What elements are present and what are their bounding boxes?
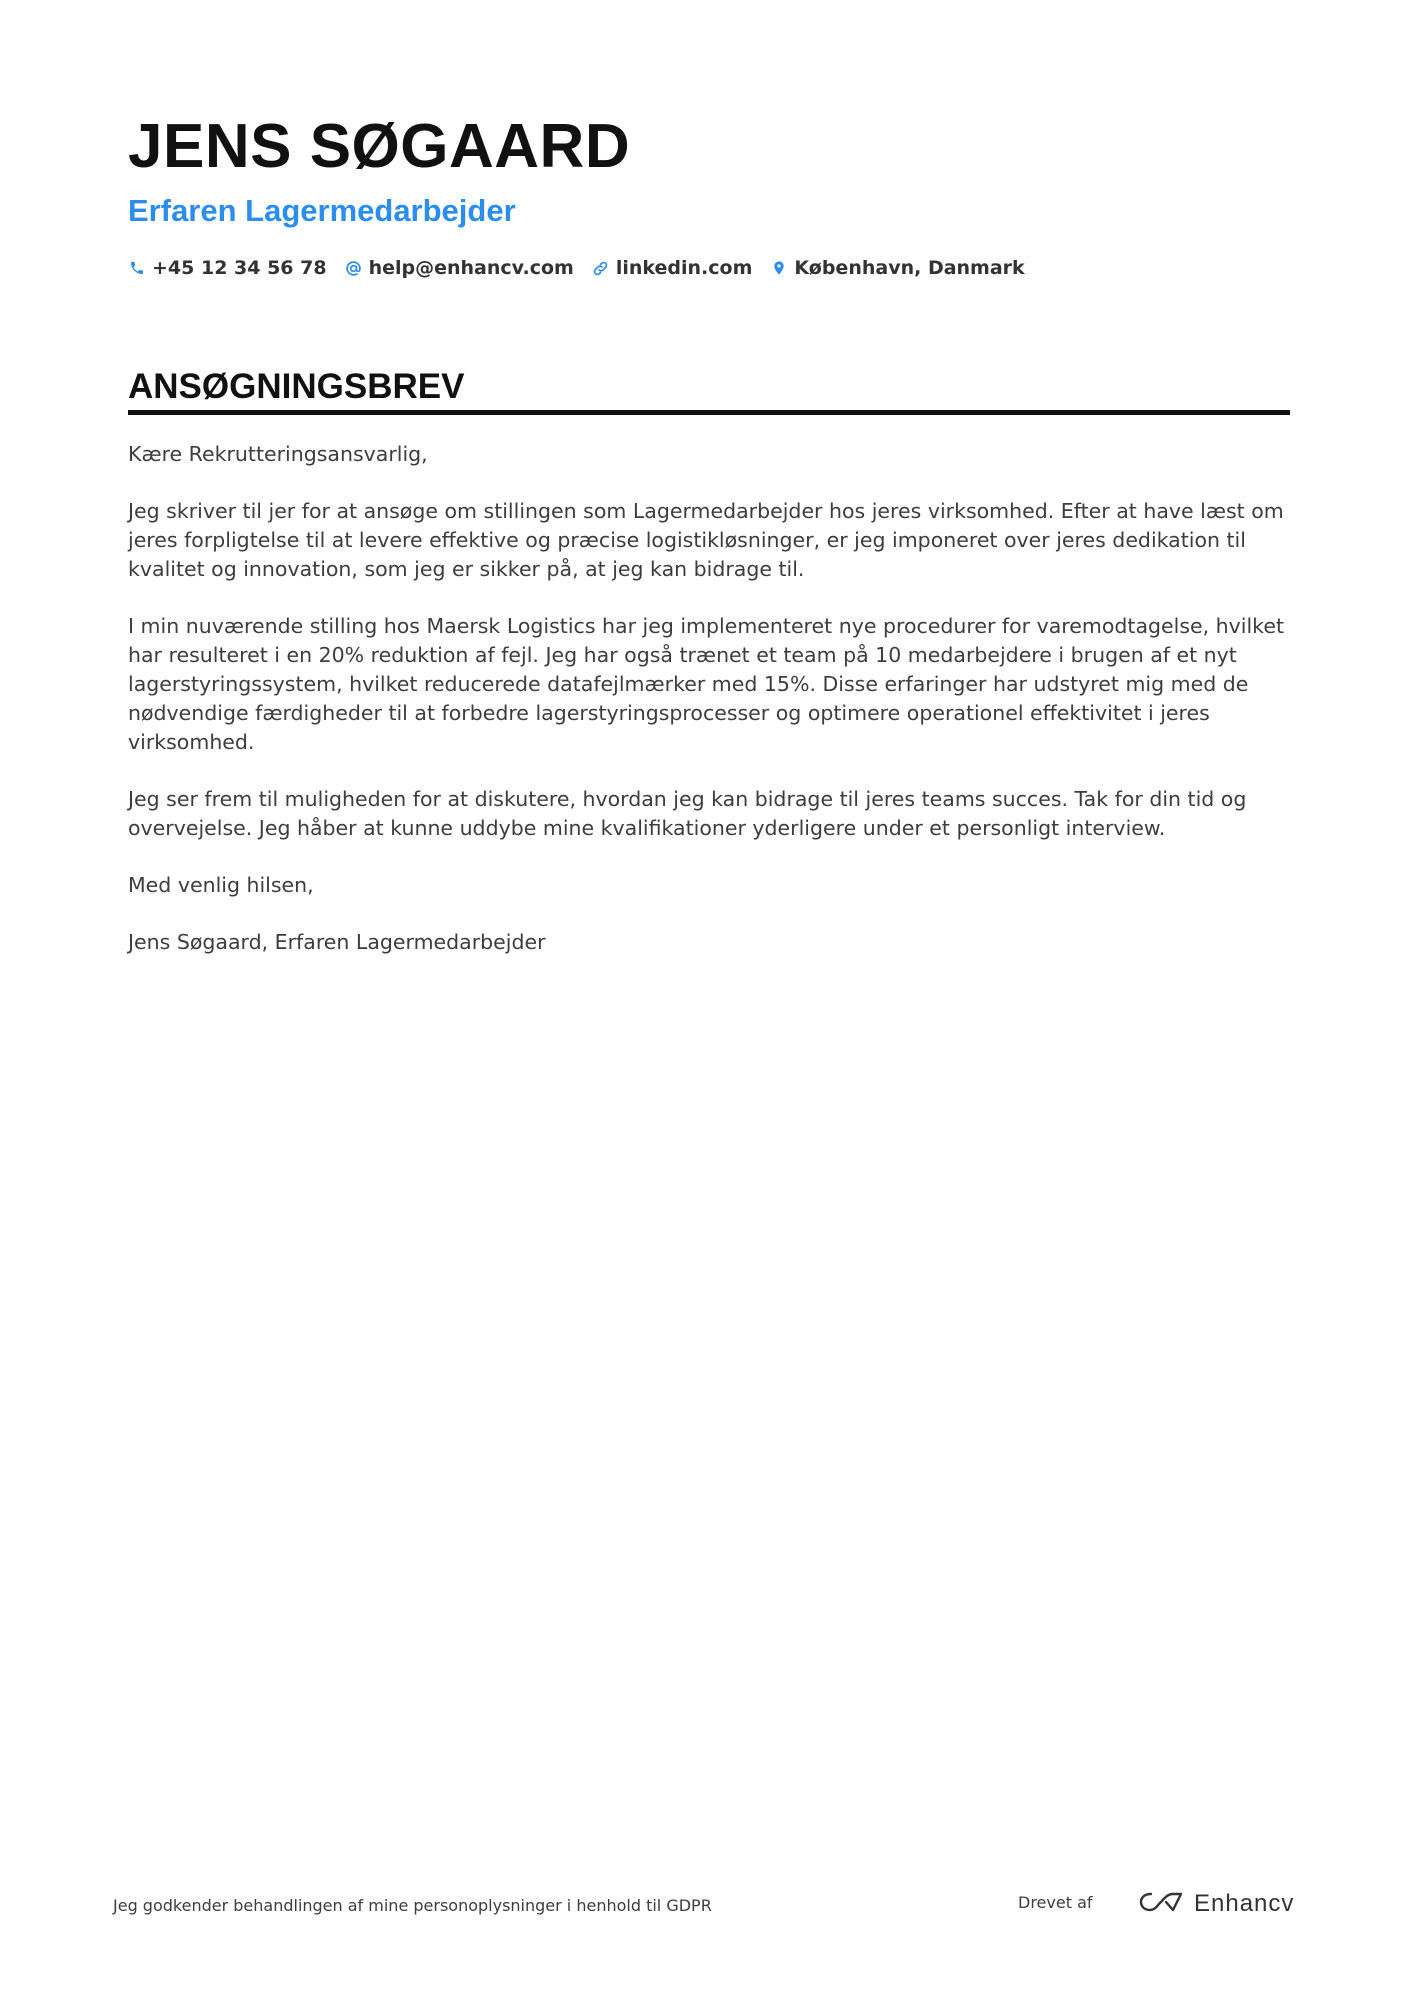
enhancv-logo[interactable] (1138, 1888, 1294, 1920)
candidate-title: Erfaren Lagermedarbejder (128, 193, 516, 228)
contact-linkedin-text[interactable]: linkedin.com (615, 257, 753, 279)
candidate-name: JENS SØGAARD (128, 112, 631, 181)
letter-signoff: Med venlig hilsen, (128, 873, 314, 897)
enhancv-logo-icon (1138, 1889, 1184, 1919)
location-pin-icon (770, 259, 788, 277)
at-icon (345, 259, 363, 277)
letter-signature: Jens Søgaard, Erfaren Lagermedarbejder (128, 930, 546, 954)
phone-icon (128, 259, 146, 277)
letter-paragraph-closing: Jeg ser frem til muligheden for at diskutere, hvordan jeg kan bidrage til jeres teams succes. Tak for din tid og overvejelse. Jeg håber at kunne uddybe mine kvalifikationer yderligere under et personligt interview. (128, 787, 1247, 840)
section-divider (128, 410, 1290, 415)
letter-body (128, 440, 1298, 985)
letter-paragraph-experience: I min nuværende stilling hos Maersk Logistics har jeg implementeret nye procedurer for varemodtagelse, hvilket har resulteret i en 20% reduktion af fejl. Jeg har også trænet et team på 10 medarbejdere i brugen af et nyt lagerstyringssystem, hvilket reducerede datafejlmærker med 15%. Disse erfaringer har udstyret mig med de nødvendige færdigheder til at forbedre lagerstyringsprocesser og optimere operationel effektivitet i jeres virksomhed. (128, 614, 1284, 754)
enhancv-logo-text: Enhancv (1194, 1890, 1295, 1917)
contact-email[interactable] (345, 254, 574, 282)
letter-greeting: Kære Rekrutteringsansvarlig, (128, 442, 428, 466)
contact-bar (128, 254, 1043, 282)
section-title: ANSØGNINGSBREV (128, 367, 465, 406)
contact-phone-text: +45 12 34 56 78 (152, 257, 327, 279)
gdpr-consent-text: Jeg godkender behandlingen af mine personoplysninger i henhold til GDPR (113, 1896, 712, 1915)
letter-paragraph-intro: Jeg skriver til jer for at ansøge om stillingen som Lagermedarbejder hos jeres virksomhed. Efter at have læst om jeres forpligtelse til at levere effektive og præcise logistikløsninger, er jeg imponeret over jeres dedikation til kvalitet og innovation, som jeg er sikker på, at jeg kan bidrage til. (128, 499, 1284, 581)
contact-location-text: København, Danmark (794, 257, 1025, 279)
contact-email-text[interactable]: help@enhancv.com (368, 257, 574, 279)
powered-by-text: Drevet af (1018, 1893, 1093, 1912)
contact-location (770, 254, 1024, 282)
link-icon (592, 259, 610, 277)
contact-linkedin[interactable] (592, 254, 753, 282)
contact-phone (128, 254, 327, 282)
